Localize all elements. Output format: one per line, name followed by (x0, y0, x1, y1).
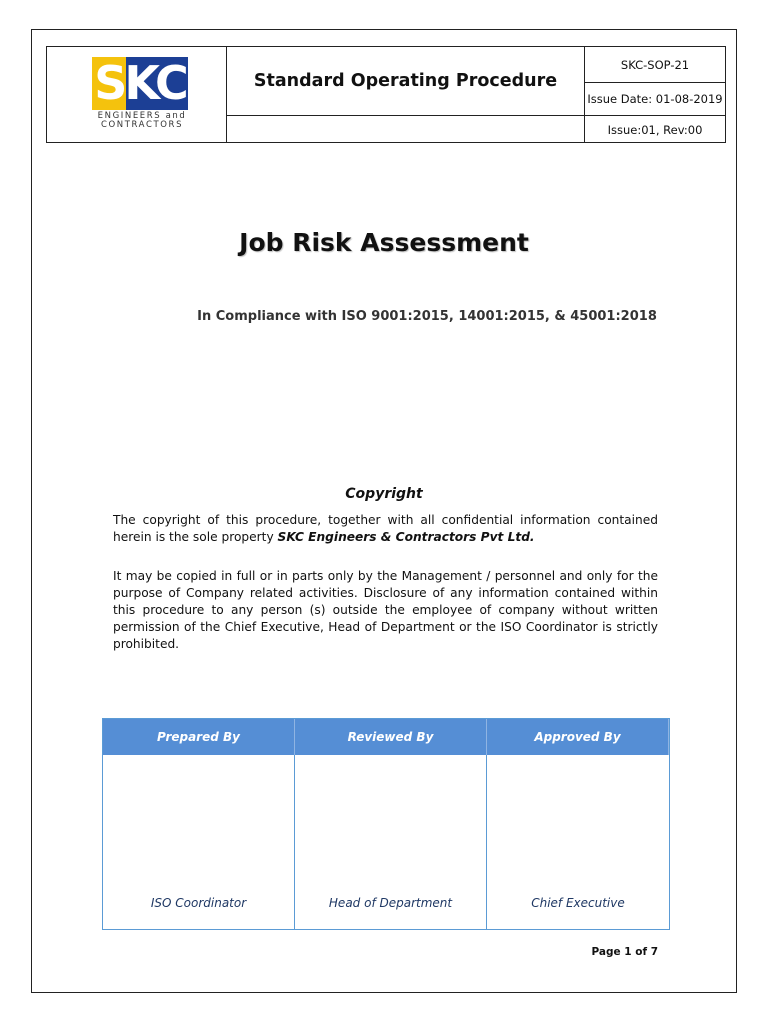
compliance-statement: In Compliance with ISO 9001:2015, 14001:2015, & 45001:2018 (197, 309, 657, 324)
logo-letters: SKC (94, 56, 186, 110)
copyright-paragraph-1 (113, 512, 658, 546)
approved-by-cell (487, 755, 669, 929)
reviewed-by-cell (295, 755, 487, 929)
prepared-by-cell (103, 755, 295, 929)
logo-subtitle-line2: CONTRACTORS (100, 120, 184, 130)
doc-code: SKC-SOP-21 (620, 57, 690, 72)
company-name: SKC Engineers & Contractors Pvt Ltd. (277, 530, 535, 544)
copyright-paragraph-2: It may be copied in full or in parts only by the Management / personnel and only for the purpose of Company related activities. Disclosure of any information contained within this procedure to any person (s) outside the employee of company without written permission of the Chief Executive, Head of Department or the ISO Coordinator is strictly prohibited. (113, 569, 658, 651)
prepared-by-header: Prepared By (103, 719, 295, 755)
reviewed-by-role: Head of Department (328, 896, 453, 910)
copyright-text: The copyright of this procedure, together with all confidential information contained herein is the sole property (113, 513, 658, 544)
page-number: Page 1 of 7 (591, 946, 658, 958)
approved-by-role: Chief Executive (531, 896, 625, 910)
company-logo (92, 57, 207, 133)
logo-subtitle (92, 112, 192, 130)
issue-date: Issue Date: 01-08-2019 (587, 92, 723, 106)
prepared-by-role: ISO Coordinator (150, 896, 247, 910)
approved-by-header: Approved By (487, 719, 669, 755)
copyright-heading: Copyright (345, 486, 423, 502)
document-title: Job Risk Assessment (239, 228, 529, 257)
document-header (46, 46, 726, 143)
logo-subtitle-line1: ENGINEERS and (97, 111, 187, 121)
reviewed-by-header: Reviewed By (295, 719, 487, 755)
sop-title: Standard Operating Procedure (253, 71, 558, 91)
logo-mark (92, 57, 188, 110)
approval-table (102, 718, 670, 930)
issue-revision: Issue:01, Rev:00 (607, 123, 703, 137)
